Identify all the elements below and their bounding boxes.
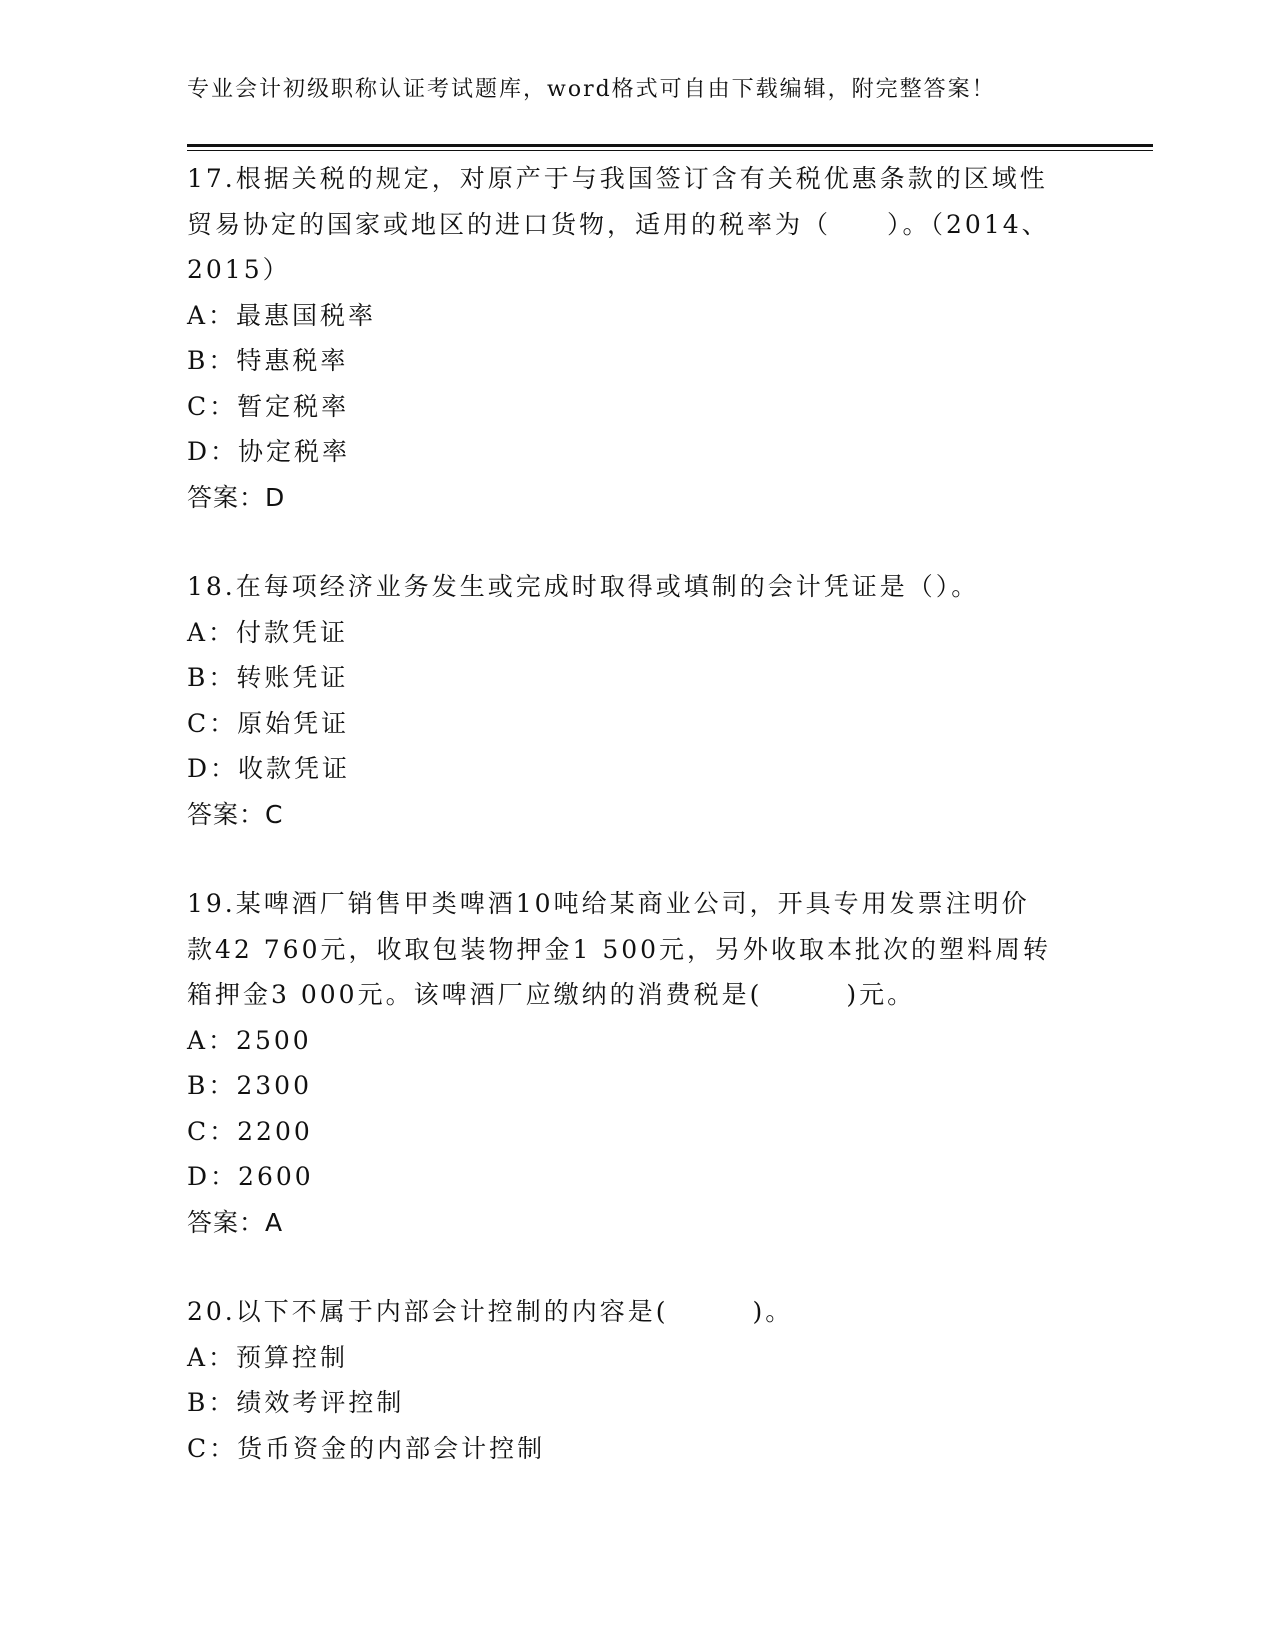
question-stem-line: 贸易协定的国家或地区的进口货物，适用的税率为（ ）。（2014、 <box>187 209 1050 239</box>
option-d: D：2600 <box>187 1162 314 1191</box>
question-17 <box>187 156 1087 520</box>
option-c: C：2200 <box>187 1116 313 1146</box>
option-a: A：预算控制 <box>187 1342 349 1372</box>
header-divider-thick <box>187 144 1153 147</box>
option-b: B：绩效考评控制 <box>187 1388 405 1417</box>
answer-line: 答案：A <box>187 1207 284 1237</box>
question-list <box>187 156 1087 1515</box>
option-c: C：原始凭证 <box>187 708 350 738</box>
option-c: C：货币资金的内部会计控制 <box>187 1433 546 1463</box>
question-18 <box>187 564 1087 837</box>
question-stem-line: 2015） <box>187 255 291 284</box>
option-d: D：协定税率 <box>187 437 351 466</box>
question-stem-line: 20.以下不属于内部会计控制的内容是( )。 <box>187 1297 794 1326</box>
question-stem-line: 19.某啤酒厂销售甲类啤酒10吨给某商业公司，开具专用发票注明价 <box>187 889 1030 918</box>
answer-line: 答案：D <box>187 482 286 512</box>
answer-line: 答案：C <box>187 799 284 829</box>
option-b: B：2300 <box>187 1071 312 1100</box>
question-stem-line: 箱押金3 000元。该啤酒厂应缴纳的消费税是( )元。 <box>187 980 916 1009</box>
option-d: D：收款凭证 <box>187 754 351 783</box>
question-stem-line: 17.根据关税的规定，对原产于与我国签订含有关税优惠条款的区域性 <box>187 164 1048 193</box>
question-19 <box>187 881 1087 1245</box>
header-divider-thin <box>187 150 1153 151</box>
page-header: 专业会计初级职称认证考试题库，word格式可自由下载编辑，附完整答案！ <box>187 77 996 102</box>
question-stem-line: 款42 760元，收取包装物押金1 500元，另外收取本批次的塑料周转 <box>187 934 1052 964</box>
option-a: A：最惠国税率 <box>187 300 377 330</box>
option-c: C：暂定税率 <box>187 391 350 421</box>
question-stem-line: 18.在每项经济业务发生或完成时取得或填制的会计凭证是（）。 <box>187 572 980 601</box>
option-b: B：转账凭证 <box>187 663 349 692</box>
option-a: A：2500 <box>187 1025 312 1055</box>
option-b: B：特惠税率 <box>187 346 349 375</box>
option-a: A：付款凭证 <box>187 617 349 647</box>
question-20 <box>187 1289 1087 1471</box>
